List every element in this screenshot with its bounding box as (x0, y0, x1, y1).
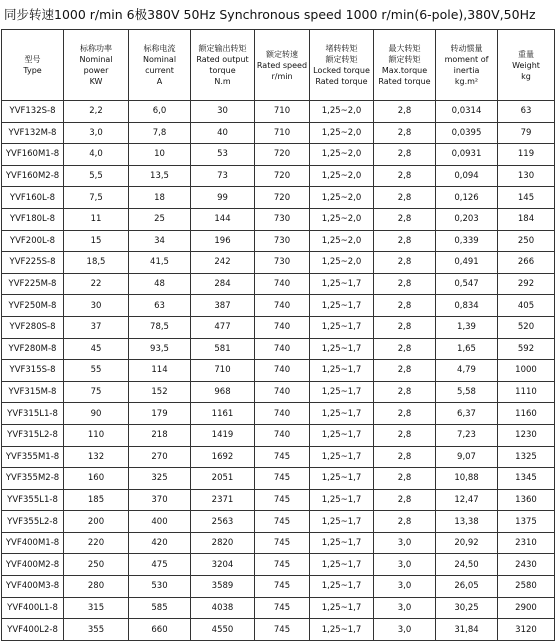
cell-nominal-power: 11 (64, 208, 129, 230)
cell-nominal-power: 15 (64, 230, 129, 252)
header-line: Locked torque (313, 66, 370, 75)
cell-type: YVF160M2-8 (2, 165, 64, 187)
cell-locked-torque-ratio: 1,25~1,7 (310, 597, 374, 619)
table-body (2, 101, 555, 641)
cell-rated-speed: 740 (255, 424, 310, 446)
header-line: 最大转矩 (388, 44, 421, 53)
header-line: KW (89, 77, 103, 86)
cell-rated-speed: 740 (255, 316, 310, 338)
cell-locked-torque-ratio: 1,25~1,7 (310, 338, 374, 360)
cell-nominal-power: 55 (64, 360, 129, 382)
cell-nominal-current: 13,5 (129, 165, 191, 187)
cell-locked-torque-ratio: 1,25~2,0 (310, 165, 374, 187)
table-row (2, 187, 555, 209)
header-line: Rated torque (378, 77, 431, 86)
cell-nominal-current: 34 (129, 230, 191, 252)
cell-weight: 2580 (498, 576, 555, 598)
cell-type: YVF225M-8 (2, 273, 64, 295)
cell-nominal-power: 5,5 (64, 165, 129, 187)
header-line: r/min (271, 71, 293, 81)
cell-nominal-current: 48 (129, 273, 191, 295)
header-line: Type (23, 66, 42, 75)
cell-max-torque-ratio: 3,0 (374, 532, 436, 554)
cell-nominal-current: 63 (129, 295, 191, 317)
cell-rated-speed: 745 (255, 597, 310, 619)
cell-weight: 1360 (498, 489, 555, 511)
cell-moment-of-inertia: 10,88 (436, 468, 498, 490)
cell-nominal-current: 25 (129, 208, 191, 230)
cell-nominal-power: 185 (64, 489, 129, 511)
cell-nominal-current: 270 (129, 446, 191, 468)
cell-nominal-power: 22 (64, 273, 129, 295)
motor-spec-table (1, 29, 555, 641)
cell-moment-of-inertia: 26,05 (436, 576, 498, 598)
cell-nominal-power: 132 (64, 446, 129, 468)
cell-moment-of-inertia: 5,58 (436, 381, 498, 403)
header-line: 额定转矩 (388, 55, 421, 64)
cell-rated-speed: 740 (255, 403, 310, 425)
cell-rated-output-torque: 1419 (191, 424, 255, 446)
table-row (2, 101, 555, 123)
cell-weight: 2900 (498, 597, 555, 619)
cell-rated-speed: 730 (255, 230, 310, 252)
table-row (2, 360, 555, 382)
header-line: 额定转矩 (325, 55, 358, 64)
header-line: Max.torque (381, 66, 428, 75)
cell-moment-of-inertia: 0,126 (436, 187, 498, 209)
cell-max-torque-ratio: 2,8 (374, 424, 436, 446)
cell-nominal-current: 660 (129, 619, 191, 641)
cell-weight: 79 (498, 122, 555, 144)
table-row (2, 122, 555, 144)
cell-nominal-current: 6,0 (129, 101, 191, 123)
table-row (2, 295, 555, 317)
cell-rated-speed: 745 (255, 511, 310, 533)
cell-rated-output-torque: 581 (191, 338, 255, 360)
cell-weight: 2430 (498, 554, 555, 576)
column-header-moment-of-inertia (436, 30, 498, 101)
header-line: kg (521, 71, 531, 81)
cell-rated-output-torque: 387 (191, 295, 255, 317)
cell-max-torque-ratio: 3,0 (374, 576, 436, 598)
cell-rated-output-torque: 710 (191, 360, 255, 382)
column-header-type (2, 30, 64, 101)
cell-nominal-power: 75 (64, 381, 129, 403)
cell-type: YVF160M1-8 (2, 144, 64, 166)
cell-rated-speed: 740 (255, 295, 310, 317)
cell-moment-of-inertia: 1,65 (436, 338, 498, 360)
cell-nominal-current: 475 (129, 554, 191, 576)
cell-weight: 1375 (498, 511, 555, 533)
table-row (2, 468, 555, 490)
header-line: Rated speed (256, 60, 308, 70)
cell-nominal-power: 280 (64, 576, 129, 598)
cell-type: YVF400L1-8 (2, 597, 64, 619)
cell-locked-torque-ratio: 1,25~1,7 (310, 554, 374, 576)
cell-max-torque-ratio: 2,8 (374, 144, 436, 166)
cell-rated-speed: 740 (255, 381, 310, 403)
cell-moment-of-inertia: 31,84 (436, 619, 498, 641)
page-title: 同步转速1000 r/min 6极380V 50Hz Synchronous speed 1000 r/min(6-pole),380V,50Hz (4, 7, 536, 22)
cell-type: YVF355L1-8 (2, 489, 64, 511)
cell-rated-speed: 710 (255, 101, 310, 123)
cell-rated-speed: 745 (255, 619, 310, 641)
cell-type: YVF180L-8 (2, 208, 64, 230)
cell-max-torque-ratio: 2,8 (374, 187, 436, 209)
cell-nominal-current: 41,5 (129, 252, 191, 274)
cell-max-torque-ratio: 2,8 (374, 122, 436, 144)
header-line: N.m (214, 77, 231, 86)
cell-weight: 1110 (498, 381, 555, 403)
header-line: 额定转速 (266, 49, 298, 59)
table-row (2, 252, 555, 274)
column-header-nominal-power (64, 30, 129, 101)
table-row (2, 424, 555, 446)
header-line: moment of (444, 55, 489, 64)
cell-max-torque-ratio: 3,0 (374, 597, 436, 619)
cell-max-torque-ratio: 2,8 (374, 252, 436, 274)
cell-rated-speed: 745 (255, 532, 310, 554)
table-row (2, 597, 555, 619)
cell-rated-output-torque: 2371 (191, 489, 255, 511)
header-line: Rated output (196, 55, 249, 64)
table-row (2, 273, 555, 295)
cell-locked-torque-ratio: 1,25~1,7 (310, 403, 374, 425)
cell-type: YVF315L2-8 (2, 424, 64, 446)
table-row (2, 619, 555, 641)
cell-nominal-current: 10 (129, 144, 191, 166)
cell-rated-speed: 745 (255, 489, 310, 511)
cell-nominal-power: 200 (64, 511, 129, 533)
cell-nominal-current: 152 (129, 381, 191, 403)
cell-weight: 1230 (498, 424, 555, 446)
cell-max-torque-ratio: 2,8 (374, 101, 436, 123)
cell-moment-of-inertia: 0,0314 (436, 101, 498, 123)
cell-moment-of-inertia: 13,38 (436, 511, 498, 533)
cell-type: YVF200L-8 (2, 230, 64, 252)
cell-type: YVF400M1-8 (2, 532, 64, 554)
cell-weight: 2310 (498, 532, 555, 554)
cell-moment-of-inertia: 6,37 (436, 403, 498, 425)
cell-locked-torque-ratio: 1,25~1,7 (310, 273, 374, 295)
cell-locked-torque-ratio: 1,25~2,0 (310, 252, 374, 274)
cell-max-torque-ratio: 2,8 (374, 295, 436, 317)
cell-max-torque-ratio: 2,8 (374, 468, 436, 490)
table-row (2, 554, 555, 576)
cell-rated-speed: 710 (255, 122, 310, 144)
column-header-max-torque-ratio (374, 30, 436, 101)
cell-nominal-current: 530 (129, 576, 191, 598)
cell-type: YVF400M3-8 (2, 576, 64, 598)
cell-nominal-current: 325 (129, 468, 191, 490)
cell-locked-torque-ratio: 1,25~1,7 (310, 295, 374, 317)
cell-weight: 266 (498, 252, 555, 274)
cell-nominal-power: 2,2 (64, 101, 129, 123)
cell-weight: 63 (498, 101, 555, 123)
cell-nominal-current: 218 (129, 424, 191, 446)
cell-nominal-current: 585 (129, 597, 191, 619)
cell-moment-of-inertia: 0,203 (436, 208, 498, 230)
cell-moment-of-inertia: 0,339 (436, 230, 498, 252)
table-row (2, 446, 555, 468)
cell-max-torque-ratio: 2,8 (374, 381, 436, 403)
cell-weight: 145 (498, 187, 555, 209)
cell-weight: 1160 (498, 403, 555, 425)
cell-max-torque-ratio: 3,0 (374, 554, 436, 576)
cell-nominal-current: 420 (129, 532, 191, 554)
cell-moment-of-inertia: 12,47 (436, 489, 498, 511)
cell-locked-torque-ratio: 1,25~1,7 (310, 468, 374, 490)
cell-max-torque-ratio: 3,0 (374, 619, 436, 641)
header-line: Nominal (79, 55, 113, 64)
cell-nominal-power: 7,5 (64, 187, 129, 209)
cell-rated-output-torque: 1692 (191, 446, 255, 468)
cell-locked-torque-ratio: 1,25~2,0 (310, 230, 374, 252)
header-line: Rated torque (315, 77, 368, 86)
cell-max-torque-ratio: 2,8 (374, 316, 436, 338)
cell-max-torque-ratio: 2,8 (374, 511, 436, 533)
cell-locked-torque-ratio: 1,25~1,7 (310, 424, 374, 446)
cell-moment-of-inertia: 30,25 (436, 597, 498, 619)
cell-type: YVF132S-8 (2, 101, 64, 123)
cell-weight: 3120 (498, 619, 555, 641)
cell-moment-of-inertia: 0,0395 (436, 122, 498, 144)
cell-moment-of-inertia: 0,491 (436, 252, 498, 274)
table-row (2, 532, 555, 554)
cell-type: YVF400L2-8 (2, 619, 64, 641)
cell-type: YVF132M-8 (2, 122, 64, 144)
cell-moment-of-inertia: 0,094 (436, 165, 498, 187)
cell-rated-output-torque: 40 (191, 122, 255, 144)
table-row (2, 316, 555, 338)
cell-moment-of-inertia: 0,0931 (436, 144, 498, 166)
cell-weight: 405 (498, 295, 555, 317)
cell-rated-speed: 730 (255, 252, 310, 274)
header-line: Nominal (142, 55, 177, 64)
cell-rated-output-torque: 144 (191, 208, 255, 230)
cell-type: YVF280S-8 (2, 316, 64, 338)
cell-nominal-power: 90 (64, 403, 129, 425)
cell-nominal-power: 110 (64, 424, 129, 446)
cell-rated-output-torque: 2051 (191, 468, 255, 490)
cell-rated-speed: 745 (255, 576, 310, 598)
table-row (2, 338, 555, 360)
cell-nominal-power: 45 (64, 338, 129, 360)
cell-rated-speed: 745 (255, 446, 310, 468)
cell-max-torque-ratio: 2,8 (374, 165, 436, 187)
cell-nominal-power: 250 (64, 554, 129, 576)
cell-nominal-current: 400 (129, 511, 191, 533)
header-line: 转动惯量 (450, 44, 483, 53)
cell-locked-torque-ratio: 1,25~1,7 (310, 619, 374, 641)
cell-nominal-power: 3,0 (64, 122, 129, 144)
cell-locked-torque-ratio: 1,25~1,7 (310, 532, 374, 554)
cell-rated-output-torque: 968 (191, 381, 255, 403)
cell-nominal-current: 7,8 (129, 122, 191, 144)
cell-nominal-power: 160 (64, 468, 129, 490)
cell-nominal-power: 220 (64, 532, 129, 554)
cell-locked-torque-ratio: 1,25~1,7 (310, 446, 374, 468)
cell-nominal-current: 370 (129, 489, 191, 511)
cell-type: YVF280M-8 (2, 338, 64, 360)
cell-moment-of-inertia: 24,50 (436, 554, 498, 576)
cell-locked-torque-ratio: 1,25~1,7 (310, 489, 374, 511)
header-line: 标称电流 (143, 44, 176, 53)
cell-rated-speed: 740 (255, 338, 310, 360)
cell-moment-of-inertia: 20,92 (436, 532, 498, 554)
cell-type: YVF225S-8 (2, 252, 64, 274)
cell-moment-of-inertia: 0,834 (436, 295, 498, 317)
cell-nominal-power: 315 (64, 597, 129, 619)
cell-rated-speed: 740 (255, 360, 310, 382)
cell-nominal-power: 18,5 (64, 252, 129, 274)
cell-moment-of-inertia: 1,39 (436, 316, 498, 338)
cell-rated-speed: 720 (255, 144, 310, 166)
cell-weight: 130 (498, 165, 555, 187)
header-row (2, 30, 555, 101)
cell-nominal-power: 355 (64, 619, 129, 641)
header-line: 堵转转矩 (325, 44, 358, 53)
cell-type: YVF355M1-8 (2, 446, 64, 468)
cell-locked-torque-ratio: 1,25~1,7 (310, 360, 374, 382)
cell-type: YVF250M-8 (2, 295, 64, 317)
cell-rated-output-torque: 3589 (191, 576, 255, 598)
cell-type: YVF355M2-8 (2, 468, 64, 490)
cell-max-torque-ratio: 2,8 (374, 338, 436, 360)
cell-type: YVF315L1-8 (2, 403, 64, 425)
table-row (2, 511, 555, 533)
cell-rated-output-torque: 73 (191, 165, 255, 187)
cell-locked-torque-ratio: 1,25~2,0 (310, 144, 374, 166)
cell-rated-output-torque: 30 (191, 101, 255, 123)
header-line: current (145, 66, 174, 75)
table-row (2, 381, 555, 403)
header-line: inertia (453, 66, 480, 75)
cell-locked-torque-ratio: 1,25~1,7 (310, 316, 374, 338)
cell-locked-torque-ratio: 1,25~2,0 (310, 122, 374, 144)
cell-rated-output-torque: 2820 (191, 532, 255, 554)
cell-locked-torque-ratio: 1,25~1,7 (310, 511, 374, 533)
cell-weight: 292 (498, 273, 555, 295)
cell-locked-torque-ratio: 1,25~2,0 (310, 187, 374, 209)
header-line: 标称功率 (80, 44, 112, 53)
table-row (2, 230, 555, 252)
cell-type: YVF315S-8 (2, 360, 64, 382)
cell-max-torque-ratio: 2,8 (374, 273, 436, 295)
cell-type: YVF160L-8 (2, 187, 64, 209)
cell-weight: 119 (498, 144, 555, 166)
cell-locked-torque-ratio: 1,25~2,0 (310, 101, 374, 123)
cell-nominal-current: 93,5 (129, 338, 191, 360)
cell-rated-output-torque: 99 (191, 187, 255, 209)
cell-rated-speed: 720 (255, 187, 310, 209)
cell-nominal-current: 114 (129, 360, 191, 382)
column-header-weight (498, 30, 555, 101)
cell-nominal-current: 179 (129, 403, 191, 425)
header-line: kg.m² (454, 77, 479, 86)
cell-nominal-power: 4,0 (64, 144, 129, 166)
cell-nominal-power: 37 (64, 316, 129, 338)
cell-rated-output-torque: 3204 (191, 554, 255, 576)
cell-weight: 250 (498, 230, 555, 252)
header-line: torque (209, 66, 236, 75)
column-header-locked-torque-ratio (310, 30, 374, 101)
column-header-rated-output-torque (191, 30, 255, 101)
table-row (2, 208, 555, 230)
cell-type: YVF400M2-8 (2, 554, 64, 576)
cell-max-torque-ratio: 2,8 (374, 208, 436, 230)
cell-rated-output-torque: 242 (191, 252, 255, 274)
table-row (2, 165, 555, 187)
cell-rated-output-torque: 4550 (191, 619, 255, 641)
cell-max-torque-ratio: 2,8 (374, 403, 436, 425)
cell-locked-torque-ratio: 1,25~1,7 (310, 576, 374, 598)
cell-nominal-power: 30 (64, 295, 129, 317)
cell-weight: 520 (498, 316, 555, 338)
cell-rated-output-torque: 477 (191, 316, 255, 338)
header-line: 型号 (24, 55, 41, 64)
header-line: 重量 (518, 49, 534, 59)
cell-type: YVF315M-8 (2, 381, 64, 403)
table-row (2, 576, 555, 598)
cell-rated-speed: 730 (255, 208, 310, 230)
header-line: A (156, 77, 163, 86)
cell-moment-of-inertia: 9,07 (436, 446, 498, 468)
cell-rated-speed: 720 (255, 165, 310, 187)
cell-weight: 1345 (498, 468, 555, 490)
cell-max-torque-ratio: 2,8 (374, 446, 436, 468)
cell-moment-of-inertia: 4,79 (436, 360, 498, 382)
cell-locked-torque-ratio: 1,25~1,7 (310, 381, 374, 403)
cell-rated-speed: 745 (255, 554, 310, 576)
cell-locked-torque-ratio: 1,25~2,0 (310, 208, 374, 230)
cell-nominal-current: 18 (129, 187, 191, 209)
cell-max-torque-ratio: 2,8 (374, 360, 436, 382)
cell-type: YVF355L2-8 (2, 511, 64, 533)
cell-max-torque-ratio: 2,8 (374, 230, 436, 252)
table-row (2, 403, 555, 425)
cell-rated-output-torque: 53 (191, 144, 255, 166)
cell-rated-output-torque: 284 (191, 273, 255, 295)
cell-weight: 592 (498, 338, 555, 360)
column-header-rated-speed (255, 30, 310, 101)
cell-rated-speed: 740 (255, 273, 310, 295)
header-line: Weight (512, 60, 540, 70)
header-line: power (83, 66, 109, 75)
cell-moment-of-inertia: 0,547 (436, 273, 498, 295)
cell-weight: 184 (498, 208, 555, 230)
cell-rated-output-torque: 4038 (191, 597, 255, 619)
table-row (2, 144, 555, 166)
cell-rated-output-torque: 2563 (191, 511, 255, 533)
cell-rated-output-torque: 1161 (191, 403, 255, 425)
column-header-nominal-current (129, 30, 191, 101)
cell-nominal-current: 78,5 (129, 316, 191, 338)
cell-rated-speed: 745 (255, 468, 310, 490)
cell-rated-output-torque: 196 (191, 230, 255, 252)
table-row (2, 489, 555, 511)
header-line: 额定输出转矩 (198, 44, 247, 53)
cell-max-torque-ratio: 2,8 (374, 489, 436, 511)
cell-moment-of-inertia: 7,23 (436, 424, 498, 446)
cell-weight: 1325 (498, 446, 555, 468)
cell-weight: 1000 (498, 360, 555, 382)
